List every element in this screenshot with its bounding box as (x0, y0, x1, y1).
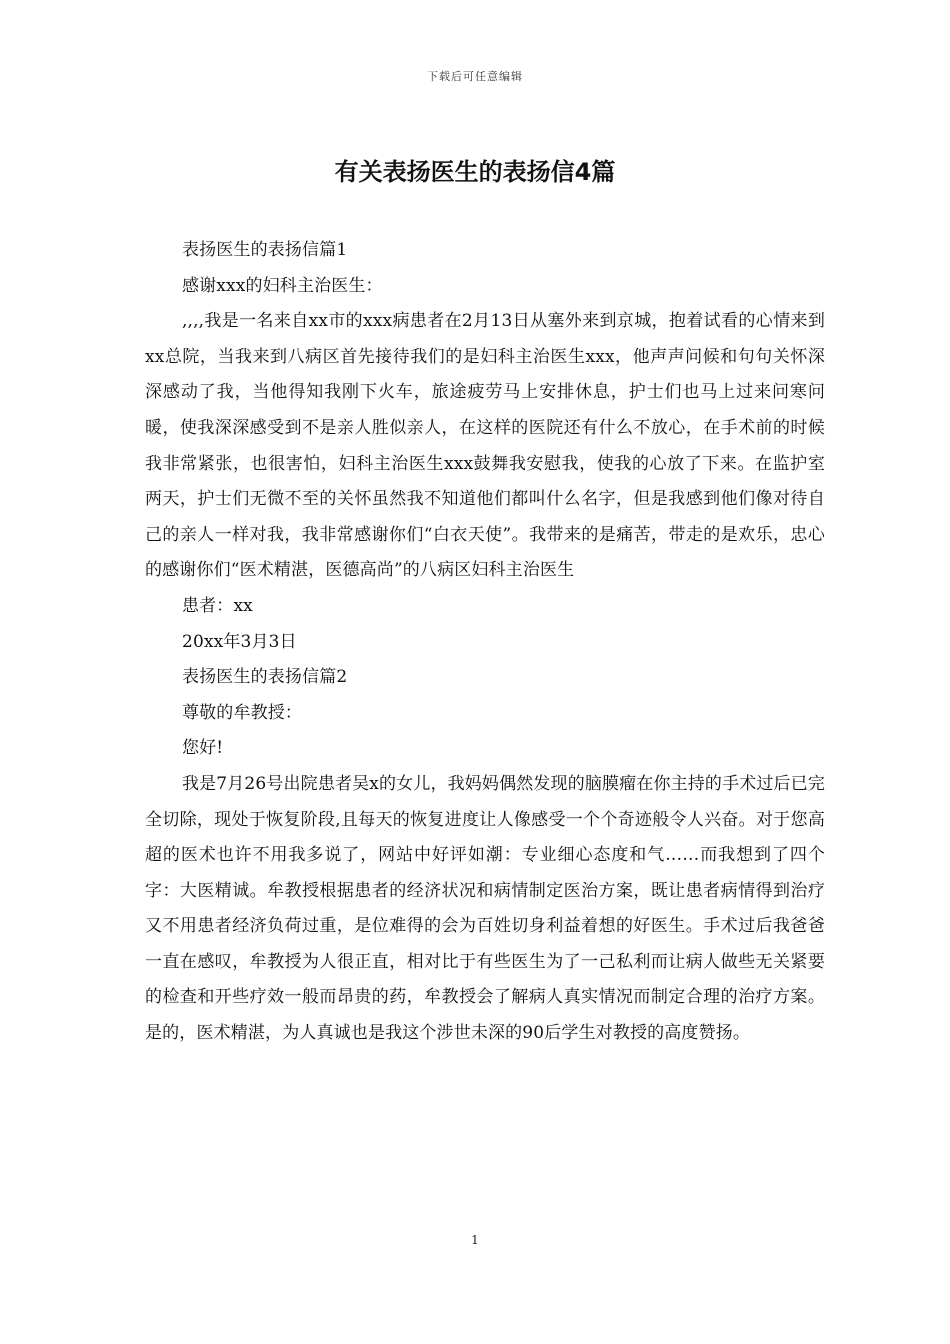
letter2-salutation: 尊敬的牟教授： (182, 702, 303, 723)
letter1-salutation: 感谢xxx的妇科主治医生： (182, 275, 383, 296)
letter2-greeting: 您好! (182, 738, 224, 759)
letter1-heading: 表扬医生的表扬信篇1 (182, 240, 348, 260)
letter1-date: 20xx年3月3日 (182, 631, 297, 652)
document-title: 有关表扬医生的表扬信4篇 (334, 158, 616, 186)
page-number: 1 (471, 1233, 479, 1247)
document-body (145, 233, 825, 1052)
page-header-note: 下载后可任意编辑 (427, 70, 523, 83)
letter1-body: ,,,,我是一名来自xx市的xxx病患者在2月13日从塞外来到京城，抱着试看的心情来到xx总院，当我来到八病区首先接待我们的是妇科主治医生xxx，他声声问候和句句关怀深深感动了我，当他得知我刚下火车，旅途疲劳马上安排休息，护士们也马上过来问寒问暖，使我深深感受到不是亲人胜似亲人，在这样的医院还有什么不放心，在手术前的时候我非常紧张，也很害怕，妇科主治医生xxx鼓舞我安慰我，使我的心放了下来。在监护室两天，护士们无微不至的关怀虽然我不知道他们都叫什么名字，但是我感到他们像对待自己的亲人一样对我，我非常感谢你们“白衣天使”。我带来的是痛苦，带走的是欢乐，忠心的感谢你们“医术精湛，医德高尚”的八病区妇科主治医生 (145, 311, 825, 581)
letter2-body: 我是7月26号出院患者吴x的女儿，我妈妈偶然发现的脑膜瘤在你主持的手术过后已完全切除，现处于恢复阶段,且每天的恢复进度让人像感受一个个奇迹般令人兴奋。对于您高超的医术也许不用我多说了，网站中好评如潮：专业细心态度和气……而我想到了四个字：大医精诚。牟教授根据患者的经济状况和病情制定医治方案，既让患者病情得到治疗又不用患者经济负荷过重，是位难得的会为百姓切身利益着想的好医生。手术过后我爸爸一直在感叹，牟教授为人很正直，相对比于有些医生为了一己私利而让病人做些无关紧要的检查和开些疗效一般而昂贵的药，牟教授会了解病人真实情况而制定合理的治疗方案。是的，医术精湛，为人真诚也是我这个涉世未深的90后学生对教授的高度赞扬。 (145, 773, 825, 1044)
letter1-signature: 患者：xx (182, 595, 253, 616)
letter2-heading: 表扬医生的表扬信篇2 (182, 667, 348, 688)
